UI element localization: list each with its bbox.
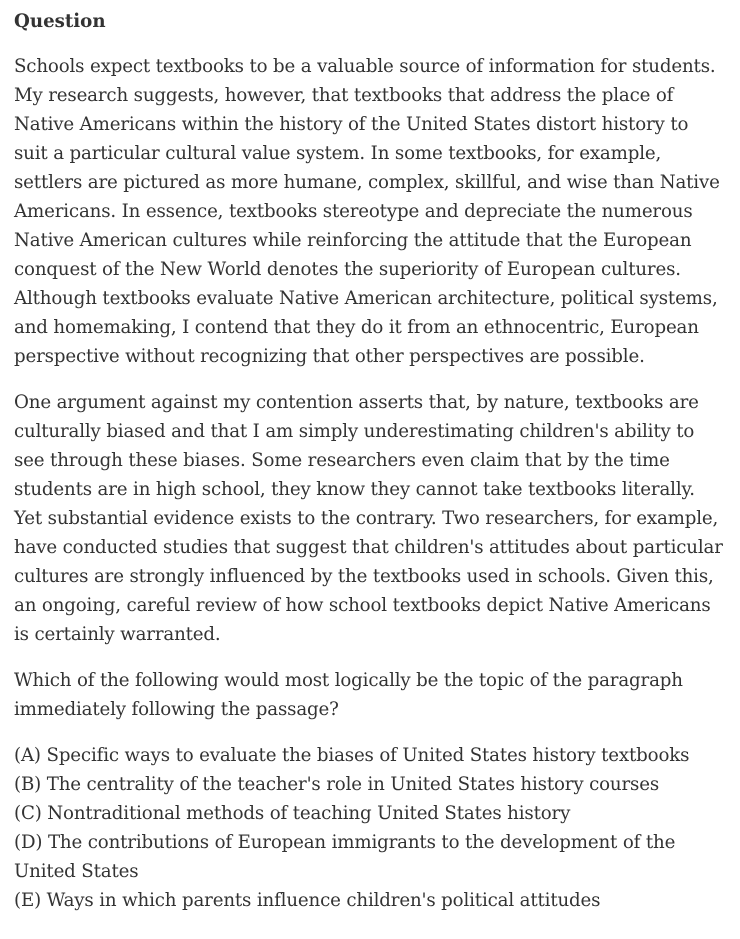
question-prompt: Which of the following would most logically be the topic of the paragraph immediately following the passage?: [14, 670, 683, 720]
answer-option-c: (C) Nontraditional methods of teaching United States history: [14, 803, 571, 824]
question-heading: Question: [14, 11, 106, 32]
answer-option-b: (B) The centrality of the teacher's role in United States history courses: [14, 774, 660, 795]
answer-options: [14, 741, 726, 915]
answer-option-d: (D) The contributions of European immigrants to the development of the United States: [14, 832, 676, 882]
passage-paragraph-2: One argument against my contention asserts that, by nature, textbooks are culturally biased and that I am simply underestimating children's ability to see through these biases. Some researchers even claim that by the time students are in high school, they know they cannot take textbooks literally. Yet substantial evidence exists to the contrary. Two researchers, for example, have conducted studies that suggest that children's attitudes about particular cultures are strongly influenced by the textbooks used in schools. Given this, an ongoing, careful review of how school textbooks depict Native Americans is certainly warranted.: [14, 392, 723, 645]
answer-option-e: (E) Ways in which parents influence children's political attitudes: [14, 890, 601, 911]
passage-paragraph-1: Schools expect textbooks to be a valuable source of information for students. My research suggests, however, that textbooks that address the place of Native Americans within the history of the United States distort history to suit a particular cultural value system. In some textbooks, for example, settlers are pictured as more humane, complex, skillful, and wise than Native Americans. In essence, textbooks stereotype and depreciate the numerous Native American cultures while reinforcing the attitude that the European conquest of the New World denotes the superiority of European cultures. Although textbooks evaluate Native American architecture, political systems, and homemaking, I contend that they do it from an ethnocentric, European perspective without recognizing that other perspectives are possible.: [14, 56, 720, 367]
answer-option-a: (A) Specific ways to evaluate the biases of United States history textbooks: [14, 745, 690, 766]
